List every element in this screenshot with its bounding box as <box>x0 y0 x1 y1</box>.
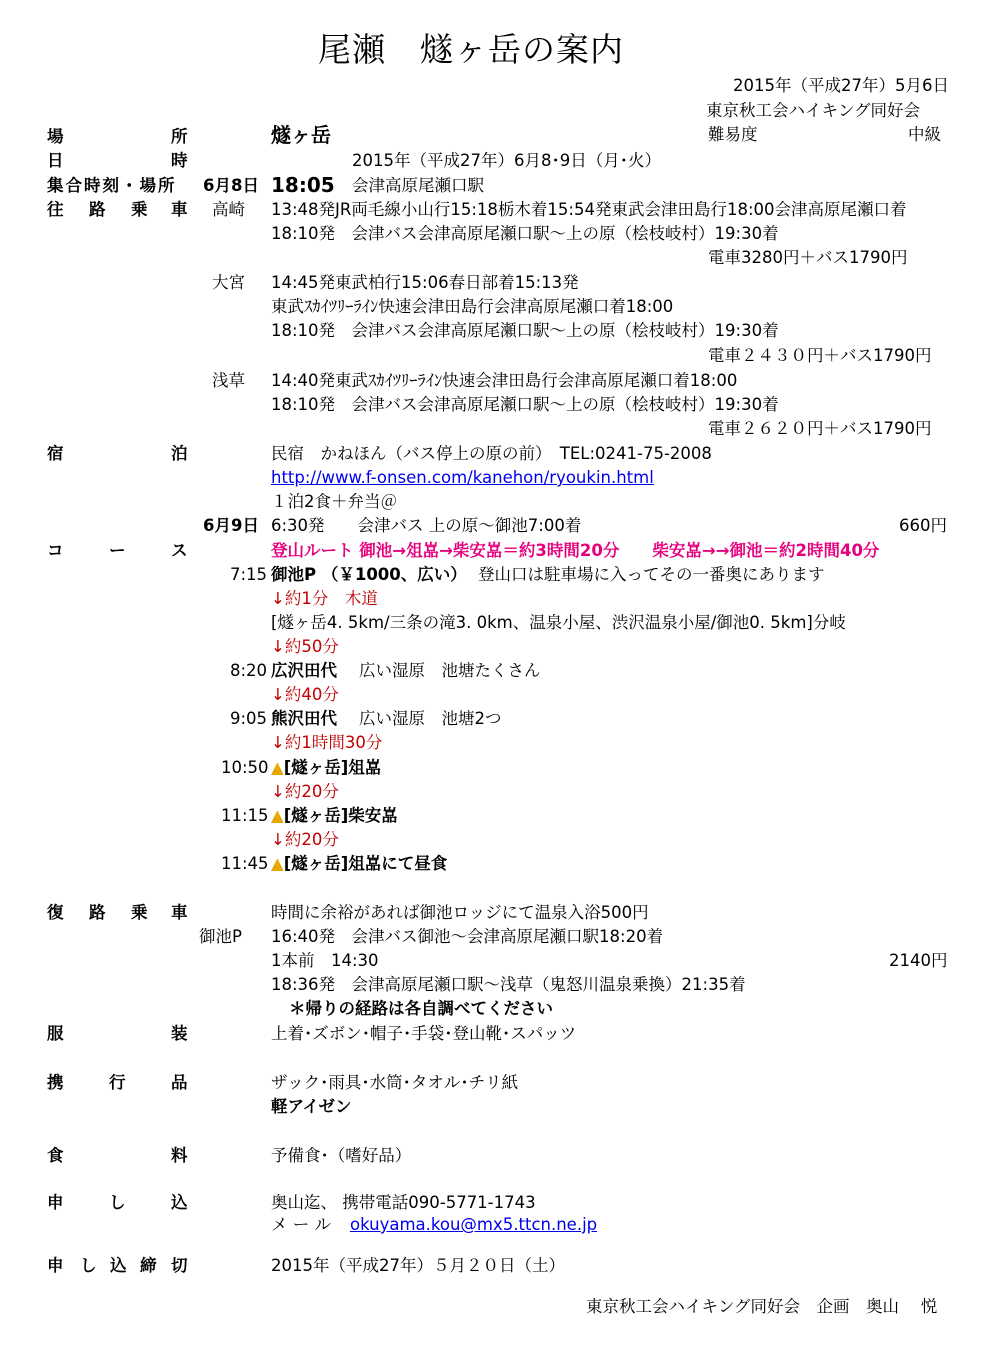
step-arrow-4: ↓約1時間30分 <box>271 733 383 752</box>
outbound-label-2: 路 <box>89 200 106 219</box>
route-station-asakusa: 浅草 <box>212 371 245 390</box>
return-line-3: 1本前 14:30 <box>271 951 379 970</box>
place-label-1: 場 <box>47 127 64 146</box>
meeting-label: 集合時刻・場所 <box>47 176 177 195</box>
return-label-2: 路 <box>89 903 106 922</box>
food-label-2: 料 <box>171 1146 188 1165</box>
apply-label-1: 申 <box>47 1193 64 1212</box>
deadline-label-1: 申 <box>47 1256 64 1275</box>
step-arrow-2: ↓約50分 <box>271 637 339 656</box>
return-line-4: 18:36発 会津高原尾瀬口駅～浅草（鬼怒川温泉乗換）21:35着 <box>271 975 746 994</box>
difficulty-value: 中級 <box>908 125 941 144</box>
route-asakusa-line-1: 14:40発東武ｽｶｲﾂﾘｰﾗｲﾝ快速会津田島行会津高原尾瀬口着18:00 <box>271 371 738 390</box>
place-label-2: 所 <box>171 127 188 146</box>
route-takasaki-line-2: 18:10発 会津バス会津高原尾瀬口駅～上の原（桧枝岐村）19:30着 <box>271 224 779 243</box>
lodging-meal: １泊2食＋弁当＠ <box>271 492 397 511</box>
step-junction-info: [燧ヶ岳4. 5km/三条の滝3. 0km、温泉小屋、渋沢温泉小屋/御池0. 5km]分岐 <box>271 613 846 632</box>
return-label-1: 復 <box>47 903 64 922</box>
course-route: 登山ルート 御池→俎嵓→柴安嵓＝約3時間20分 柴安嵓→→御池＝約2時間40分 <box>271 541 880 560</box>
step-manaita-text: [燧ヶ岳]俎嵓 <box>283 758 382 777</box>
items-label-3: 品 <box>171 1073 188 1092</box>
step-goike-note: 登山口は駐車場に入ってその一番奥にあります <box>478 565 825 584</box>
route-omiya-line-1: 14:45発東武柏行15:06春日部着15:13発 <box>271 273 579 292</box>
step-manaita <box>271 758 381 778</box>
step-time-1115: 11:15 <box>221 806 269 825</box>
step-time-820: 8:20 <box>230 661 268 680</box>
step-lunch <box>271 854 447 874</box>
lodging-label-2: 泊 <box>171 444 188 463</box>
return-line-2: 16:40発 会津バス御池～会津高原尾瀬口駅18:20着 <box>271 927 664 946</box>
meeting-time: 18:05 <box>271 173 335 197</box>
step-hirosawa-note: 広い湿原 池塘たくさん <box>359 661 541 680</box>
club-name: 東京秋工会ハイキング同好会 <box>706 101 921 120</box>
meeting-day: 6月8日 <box>203 176 259 195</box>
day2-date: 6月9日 <box>203 516 259 535</box>
route-omiya-line-2: 東武ｽｶｲﾂﾘｰﾗｲﾝ快速会津田島行会津高原尾瀬口着18:00 <box>271 297 674 316</box>
clothing-label-2: 装 <box>171 1024 188 1043</box>
date-label-1: 日 <box>47 151 64 170</box>
items-label-2: 行 <box>109 1073 126 1092</box>
step-goike-p: 御池P （￥1000、広い） <box>271 565 467 584</box>
apply-label-3: 込 <box>171 1193 188 1212</box>
food-value: 予備食･（嗜好品） <box>271 1146 412 1165</box>
deadline-value: 2015年（平成27年）５月２０日（土） <box>271 1256 565 1275</box>
place-value: 燧ヶ岳 <box>271 123 331 147</box>
peak-triangle-icon: ▲ <box>271 854 284 873</box>
return-label-4: 車 <box>171 903 188 922</box>
route-asakusa-fare: 電車２６２０円＋バス1790円 <box>708 419 932 438</box>
apply-mail-link[interactable]: okuyama.kou@mx5.ttcn.ne.jp <box>350 1215 598 1234</box>
page-title: 尾瀬 燧ヶ岳の案内 <box>318 30 624 69</box>
course-label-2: ー <box>109 541 126 560</box>
items-value-2: 軽アイゼン <box>271 1097 352 1116</box>
course-label-3: ス <box>171 541 188 560</box>
lodging-label-1: 宿 <box>47 444 64 463</box>
document-date: 2015年（平成27年）5月6日 <box>733 76 949 95</box>
deadline-label-4: 締 <box>140 1256 157 1275</box>
date-label-2: 時 <box>171 151 188 170</box>
peak-triangle-icon: ▲ <box>271 758 284 777</box>
lodging-url-link[interactable]: http://www.f-onsen.com/kanehon/ryoukin.html <box>271 468 654 487</box>
apply-mail-label: メ ー ル <box>271 1215 331 1234</box>
route-takasaki-line-1: 13:48発JR両毛線小山行15:18栃木着15:54発東武会津田島行18:00会津高原尾瀬口着 <box>271 200 907 219</box>
deadline-label-5: 切 <box>171 1256 188 1275</box>
step-arrow-5: ↓約20分 <box>271 782 339 801</box>
step-time-905: 9:05 <box>230 709 268 728</box>
return-label-3: 乗 <box>131 903 148 922</box>
course-label-1: コ <box>47 541 64 560</box>
clothing-value: 上着･ズボン･帽子･手袋･登山靴･スパッツ <box>271 1024 577 1043</box>
food-label-1: 食 <box>47 1146 64 1165</box>
step-lunch-text: [燧ヶ岳]俎嵓にて昼食 <box>283 854 448 873</box>
step-shibayasu <box>271 806 398 826</box>
step-arrow-6: ↓約20分 <box>271 830 339 849</box>
route-asakusa-line-2: 18:10発 会津バス会津高原尾瀬口駅～上の原（桧枝岐村）19:30着 <box>271 395 779 414</box>
day2-text: 6:30発 会津バス 上の原～御池7:00着 <box>271 516 582 535</box>
date-value: 2015年（平成27年）6月8･9日（月･火） <box>352 151 661 170</box>
step-time-715: 7:15 <box>230 565 268 584</box>
deadline-label-3: 込 <box>110 1256 127 1275</box>
deadline-label-2: し <box>80 1256 97 1275</box>
outbound-label-1: 往 <box>47 200 64 219</box>
day2-fare: 660円 <box>899 516 947 535</box>
items-value: ザック･雨具･水筒･タオル･チリ紙 <box>271 1073 519 1092</box>
difficulty-label: 難易度 <box>708 125 758 144</box>
step-time-1145: 11:45 <box>221 854 269 873</box>
return-station: 御池P <box>199 927 242 946</box>
outbound-label-4: 車 <box>171 200 188 219</box>
items-label-1: 携 <box>47 1073 64 1092</box>
clothing-label-1: 服 <box>47 1024 64 1043</box>
meeting-place: 会津高原尾瀬口駅 <box>352 176 484 195</box>
route-omiya-line-3: 18:10発 会津バス会津高原尾瀬口駅～上の原（桧枝岐村）19:30着 <box>271 321 779 340</box>
step-kumazawa: 熊沢田代 <box>271 709 337 728</box>
return-note: ＊帰りの経路は各自調べてください <box>289 999 553 1018</box>
return-fare: 2140円 <box>889 951 948 970</box>
outbound-label-3: 乗 <box>131 200 148 219</box>
step-kumazawa-note: 広い湿原 池塘2つ <box>359 709 502 728</box>
peak-triangle-icon: ▲ <box>271 806 284 825</box>
route-takasaki-fare: 電車3280円＋バス1790円 <box>708 248 908 267</box>
lodging-name: 民宿 かねほん（バス停上の原の前） TEL:0241-75-2008 <box>271 444 712 463</box>
footer-organizer: 東京秋工会ハイキング同好会 企画 奥山 悦 <box>586 1297 938 1316</box>
step-shibayasu-text: [燧ヶ岳]柴安嵓 <box>283 806 398 825</box>
step-arrow-1: ↓約1分 木道 <box>271 589 378 608</box>
step-arrow-3: ↓約40分 <box>271 685 339 704</box>
return-line-1: 時間に余裕があれば御池ロッジにて温泉入浴500円 <box>271 903 649 922</box>
route-omiya-fare: 電車２４３０円＋バス1790円 <box>708 346 932 365</box>
route-station-takasaki: 高崎 <box>212 200 245 219</box>
apply-value: 奥山迄、 携帯電話090-5771-1743 <box>271 1193 536 1212</box>
apply-label-2: し <box>109 1193 126 1212</box>
route-station-omiya: 大宮 <box>212 273 245 292</box>
step-time-1050: 10:50 <box>221 758 269 777</box>
step-hirosawa: 広沢田代 <box>271 661 337 680</box>
